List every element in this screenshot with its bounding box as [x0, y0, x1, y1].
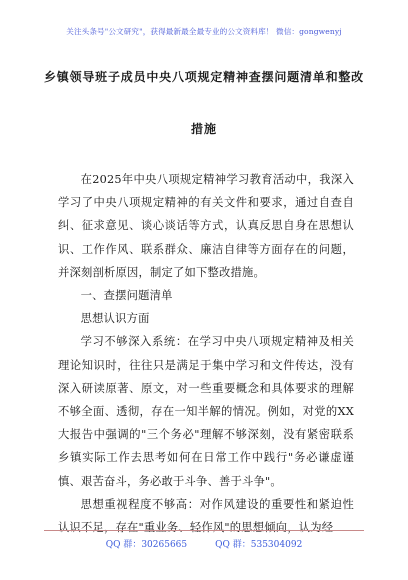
footer-qq-group-left: QQ 群：30265665	[105, 540, 188, 550]
document-title: 乡镇领导班子成员中央八项规定精神查摆问题清单和整改	[43, 70, 364, 84]
subsection-heading: 思想认识方面	[80, 312, 150, 326]
header-banner: 关注头条号"公文研究"，获得最新最全最专业的公文资料库！ 微信：gongwenyj	[66, 27, 342, 36]
document-body	[58, 168, 354, 539]
footer-divider	[44, 530, 364, 531]
paragraph-awareness: 思想重视程度不够高：对作风建设的重要性和紧迫性认识不足，存在"重业务、轻作风"的思想倾向，认为经	[58, 497, 354, 535]
footer-qq-group-right: QQ 群：535304092	[215, 540, 303, 550]
paragraph-intro: 在2025年中央八项规定精神学习教育活动中，我深入学习了中央八项规定精神的有关文件和要求，通过自查自纠、征求意见、谈心谈话等方式，认真反思自身在思想认识、工作作风、联系群众、廉洁自律等方面存在的问题，并深刻剖析原因，制定了如下整改措施。	[58, 173, 354, 279]
section-heading: 一、查摆问题清单	[80, 289, 173, 303]
footer-contact	[0, 537, 408, 550]
paragraph-study: 学习不够深入系统：在学习中央八项规定精神及相关理论知识时，往往只是满足于集中学习和文件传达，没有深入研读原著、原文，对一些重要概念和具体要求的理解不够全面、透彻，存在一知半解的情况。例如，对党的XX大报告中强调的"三个务必"理解不够深刻，没有紧密联系乡镇实际工作去思考如何在日常工作中践行"务必谦虚谨慎、艰苦奋斗，务必敢于斗争、善于斗争"。	[58, 335, 354, 488]
document-title-continuation: 措施	[190, 122, 217, 136]
